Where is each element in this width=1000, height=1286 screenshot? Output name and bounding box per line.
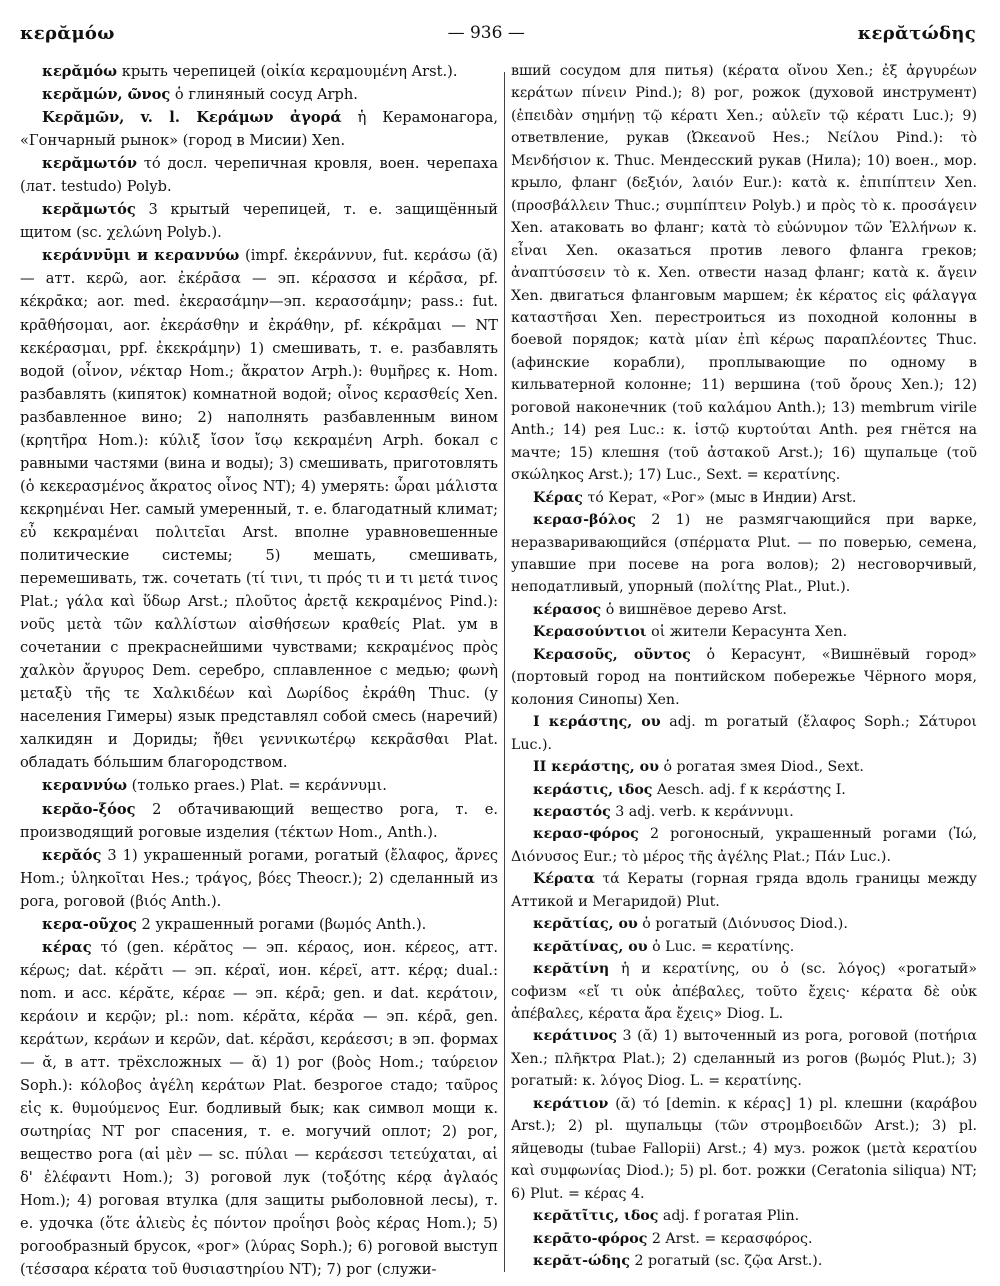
entry-definition: ὁ рогатая змея Diod., Sext. xyxy=(658,759,864,776)
dictionary-entry xyxy=(20,798,498,844)
entry-definition: οἱ жители Керасунта Xen. xyxy=(646,624,848,641)
entry-headword: κεράτιον xyxy=(533,1095,609,1112)
dictionary-entry xyxy=(511,756,977,778)
dictionary-entry xyxy=(20,106,498,152)
dictionary-entry xyxy=(20,913,498,936)
entry-headword: κερᾰτίνη xyxy=(533,961,610,978)
entry-definition: (impf. ἐκεράννυν, fut. κεράσω (ᾰ) — атт. κερῶ, aor. ἐκέρᾱσα — эп. κέρασσα и κέρᾱσα, pf. κέκρᾱκα; aor. med. ἐκερασάμην—эп. κερασσάμην; pass.: fut. κρᾱθήσομαι, aor. ἐκεράσθην и ἐκράθην, pf. κέκρᾱμαι — NT κεκέρασμαι, ppf. ἐκεκράμην) 1) смешивать, т. е. разбавлять водой (οἶνον, νέκταρ Hom.; ἄκρατον Arph.): θυμῆρες κ. Hom. разбавлять (кипяток) комнатной водой; οἶνος κερασθείς Xen. разбавленное вино; 2) наполнять разбавленным вином (κρητῆρα Hom.): κύλιξ ἴσον ἴσῳ κεκραμένη Arph. бокал с равными частями (вина и воды); 3) смешивать, приготовлять (ὁ κεκερασμένος ἄκρατος οἶνος NT); 4) умерять: ὧραι μάλιστα κεκρημέναι Her. самый умеренный, т. е. благодатный климат; εὖ κεκραμέναι πολιτεῖαι Arst. вполне уравновешенные политические системы; 5) мешать, смешивать, перемешивать, тж. сочетать (τί τινι, τι πρός τι и τι μετά τινος Plat.; γάλα καὶ ὕδωρ Arst.; πλοῦτος ἀρετᾷ κεκραμένος Pind.): νοῦς μετὰ τῶν καλλίστων αἰσθήσεων κραθείς Plat. ум в сочетании с прекраснейшими чувствами; κεκραμένος πρὸς χαλκὸν ἄργυρος Dem. серебро, сплавленное с медью; φωνὴ μεταξὺ τῆς τε Χαλκιδέων καὶ Δωρίδος ἐκράθη Thuc. (у населения Гимеры) язык представлял собой смесь (наречий) халкидян и Дориды; ἤθει γεννικωτέρῳ κεκρᾶσθαι Plat. обладать бо́льшим благородством. xyxy=(20,247,498,772)
entry-headword: II κεράστης, ου xyxy=(533,759,659,776)
entry-headword: κέρασος xyxy=(533,601,602,618)
entry-definition: τό Керат, «Рог» (мыс в Индии) Arst. xyxy=(582,489,857,506)
dictionary-entry xyxy=(511,913,977,935)
dictionary-entry xyxy=(511,1093,977,1205)
entry-headword: κεραννύω xyxy=(42,777,128,795)
entry-definition: 3 (ᾰ) 1) выточенный из рога, роговой (ποτήρια Xen.; πλῆκτρα Plat.); 2) сделанный из рогов (βωμός Plut.); 3) рогатый: κ. λόγος Diog. L. = κερατίνης. xyxy=(511,1028,977,1090)
dictionary-entry xyxy=(511,958,977,1025)
entry-headword: κερᾰμόω xyxy=(42,63,118,80)
entry-definition: 2 украшенный рогами (βωμός Anth.). xyxy=(136,915,427,933)
entry-headword: κερᾰμών, ῶνος xyxy=(42,86,171,104)
dictionary-entry xyxy=(511,711,977,756)
entry-definition: 3 1) украшенный рогами, рогатый (ἔλαφος, ἄρνες Hom.; ὑληκοῖται Hes.; τράγος, βόες Theocr.); 2) сделанный из рога, роговой (βιός Anth.). xyxy=(20,846,498,910)
entry-definition: τό досл. черепичная кровля, воен. черепаха (лат. testudo) Polyb. xyxy=(20,155,498,196)
dictionary-entry xyxy=(20,152,498,198)
entry-definition: крыть черепицей (οἰκία κεραμουμένη Arst.). xyxy=(117,63,458,80)
entry-definition: 2 Arst. = κερασφόρος. xyxy=(647,1230,813,1247)
entry-definition: ὁ вишнёвое дерево Arst. xyxy=(601,601,787,618)
dictionary-entry xyxy=(511,60,977,487)
dictionary-entry xyxy=(511,509,977,599)
left-column xyxy=(20,60,498,1280)
entry-definition: adj. f рогатая Plin. xyxy=(658,1208,800,1225)
page-number: — 936 — xyxy=(447,23,525,43)
entry-headword: κεραστός xyxy=(533,803,611,820)
entry-definition: ἡ и κερατίνης, ου ὁ (sc. λόγος) «рогатый» софизм «εἴ τι οὐκ ἀπέβαλες, τοῦτο ἔχεις· κέρατα δὲ οὐκ ἀπέβαλες, κέρατα ἄρα ἔχεις» Diog. L. xyxy=(511,961,977,1023)
entry-definition: (только praes.) Plat. = κεράννυμι. xyxy=(127,777,387,795)
dictionary-entry xyxy=(511,621,977,643)
entry-definition: ὁ Керасунт, «Вишнёвый город» (портовый город на понтийском побережье Чёрного моря, колония Синопы) Xen. xyxy=(511,646,977,708)
entry-headword: κερασ-φόρος xyxy=(533,826,639,843)
entry-definition: τό (gen. κέρᾰτος — эп. κέραος, ион. κέρεος, атт. κέρως; dat. κέρᾰτι — эп. κέραϊ, ион. κέρεϊ, атт. κέρᾳ; dual.: nom. и acc. κέρᾰτε, κέραε — эп. κέρᾱ; gen. и dat. κεράτοιν, κεράοιν и κερῷν; pl.: nom. κέρᾰτα, κέρᾰα — эп. κέρᾱ, gen. κεράτων, κεράων и κερῶν, dat. κέρᾰσι, κεράεσσι; в эп. формах — ᾰ, в атт. трёхсложных — ᾰ) 1) рог (βοὸς Hom.; ταύρειον Soph.): κόλοβος ἀγέλη κεράτων Plat. безрогое стадо; ταῦρος εἰς κ. θυμούμενος Eur. бодливый бык; как символ мощи κ. σωτηρίας NT рог спасения, т. е. могучий оплот; 2) рог, вещество рога (αἱ μὲν — sc. πύλαι — κεράεσσι τετεύχαται, αἱ δ' ἐλέφαντι Hom.); 3) роговой лук (τοξότης κέρᾳ ἀγλαός Hom.); 4) роговая втулка (для защиты рыболовной лесы), т. е. удочка (ὅτε ἁλιεὺς ἐς πόντον προΐησι βοὸς κέρας Hom.); 5) рогообразный брусок, «рог» (λύρας Soph.); 6) роговой выступ (τέσσαρα κέρατα τοῦ θυσιαστηρίου NT); 7) рог (служи- xyxy=(20,938,498,1279)
entry-headword: Κέρας xyxy=(533,489,583,506)
entry-headword: κερᾰο-ξόος xyxy=(42,800,136,818)
dictionary-entry xyxy=(20,936,498,1280)
entry-definition: 2 рогатый (sc. ζῷα Arst.). xyxy=(629,1253,823,1270)
entry-headword: κερᾰτίας, ου xyxy=(533,916,638,933)
entry-definition: (ᾰ) τό [demin. к κέρας] 1) pl. клешни (καράβου Arst.); 2) pl. щупальцы (τῶν στρομβοειδῶν Arst.); 3) pl. яйцеводы (tubae Fallopii) Arst.; 4) муз. рожок (μετὰ κερατίου καὶ συμφωνίας Diod.); 5) pl. бот. рожки (Ceratonia siliqua) NT; 6) Plut. = κέρας 4. xyxy=(511,1095,977,1202)
page-header xyxy=(20,16,976,50)
entry-definition: 3 adj. verb. к κεράννυμι. xyxy=(610,803,794,820)
dictionary-entry xyxy=(511,779,977,801)
entry-definition: 2 обтачивающий вещество рога, т. е. производящий роговые изделия (τέκτων Hom., Anth.). xyxy=(20,800,498,841)
dictionary-entry xyxy=(511,1205,977,1227)
dictionary-entry xyxy=(511,868,977,913)
entry-headword: κέρας xyxy=(42,938,92,956)
entry-headword: κερᾱτο-φόρος xyxy=(533,1230,648,1247)
dictionary-entry xyxy=(511,823,977,868)
running-headword-right: κερᾰτώδης xyxy=(857,22,976,44)
running-headword-left: κερᾰμόω xyxy=(20,22,115,44)
entry-definition: τά Кераты (горная гряда вдоль границы между Аттикой и Мегаридой) Plut. xyxy=(511,871,977,910)
dictionary-entry xyxy=(511,936,977,958)
entry-headword: I κεράστης, ου xyxy=(533,714,661,731)
entry-headword: κερᾰτ-ώδης xyxy=(533,1253,630,1270)
entry-definition: ἡ Керамонагора, «Гончарный рынок» (город в Мисии) Xen. xyxy=(20,109,498,150)
dictionary-entry xyxy=(20,60,498,83)
dictionary-entry xyxy=(511,1250,977,1272)
entry-headword: κερᾰτῖτις, ιδος xyxy=(533,1208,659,1225)
dictionary-entry xyxy=(20,244,498,774)
entry-headword: κεράννῡμι и κεραννύω xyxy=(42,247,240,265)
entry-headword: Κερασούντιοι xyxy=(533,624,647,641)
right-column xyxy=(511,60,977,1280)
dictionary-entry xyxy=(511,487,977,509)
entry-definition: ὁ глиняный сосуд Arph. xyxy=(170,86,358,104)
dictionary-entry xyxy=(511,1228,977,1250)
entry-headword: Κερασοῦς, οῦντος xyxy=(533,646,691,663)
entry-definition: ὁ Luc. = κερατίνης. xyxy=(647,938,795,955)
entry-headword: Κέρατα xyxy=(533,871,595,888)
dictionary-entry xyxy=(20,83,498,106)
entry-definition: 2 рогоносный, украшенный рогами (Ἰώ, Διόνυσος Eur.; τὸ μέρος τῆς ἀγέλης Plat.; Πάν Luc.). xyxy=(511,826,977,865)
entry-headword: κερᾰμωτός xyxy=(42,201,136,219)
column-divider xyxy=(504,72,505,1272)
entry-headword: κερᾰός xyxy=(42,846,102,864)
entry-definition: ὁ рогатый (Διόνυσος Diod.). xyxy=(637,916,848,933)
dictionary-entry xyxy=(511,801,977,823)
entry-headword: Κερᾰμῶν, v. l. Κεράμων ἀγορά xyxy=(42,109,342,127)
entry-definition: 3 крытый черепицей, т. е. защищённый щитом (sc. χελώνη Polyb.). xyxy=(20,201,498,242)
entry-headword: κερᾰμωτόν xyxy=(42,155,138,173)
entry-headword: κερα-οῦχος xyxy=(42,915,137,933)
entry-definition: 2 1) не размягчающийся при варке, неразваривающийся (σπέρματα Plut. — по поверью, семена, упавшие при посеве на рога волов); 2) несговорчивый, неподатливый, упорный (πολίτης Plat., Plut.). xyxy=(511,512,977,596)
entry-definition: вший сосудом для питья) (κέρατα οἴνου Xen.; ἐξ ἀργυρέων κεράτων πίνειν Pind.); 8) рог, рожок (духовой инструмент) (ἐπειδὰν σημήνῃ τῷ κέρατι Xen.; αὐλεῖν τῷ κέρατι Luc.); 9) ответвление, рукав (Ὠκεανοῦ Hes.; Νείλου Pind.): τὸ Μενδήσιον κ. Thuc. Мендесский рукав (Нила); 10) воен., мор. крыло, фланг (δεξιόν, λαιόν Eur.): κατὰ κ. ἐπιπίπτειν Xen. (προσβάλλειν Thuc.; συμπίπτειν Polyb.) и πρὸς τὸ κ. προσάγειν Xen. атаковать во фланг; κατὰ τὸ εὐώνυμον τῶν Ἑλλήνων κ. εἶναι Xen. оказаться против левого фланга греков; ἀναπτύσσειν τὸ κ. Xen. отвести назад фланг; κατὰ κ. ἄγειν Xen. двигаться фланговым маршем; ἐκ κέρατος εἰς φάλαγγα καταστῆσαι Xen. перестроиться из походной колонны в боевой порядок; κατὰ μίαν ἐπὶ κέρως παραπλέοντες Thuc. (афинские корабли), проплывающие по одному в кильватерной колонне; 11) вершина (τοῦ ὄρους Xen.); 12) роговой наконечник (τοῦ καλάμου Anth.); 13) membrum virile Anth.; 14) рея Luc.: κ. ἱστῷ κυρτούται Anth. рея гнётся на мачте; 15) клешня (τοῦ ἀστακοῦ Arst.); 16) щупальце (τοῦ σκώληκος Arst.); 17) Luc., Sext. = κερατίνης. xyxy=(511,63,977,484)
entry-headword: κεράστις, ιδος xyxy=(533,781,653,798)
entry-headword: κερασ-βόλος xyxy=(533,512,636,529)
entry-definition: Aesch. adj. f к κεράστης I. xyxy=(652,781,846,798)
dictionary-entry xyxy=(20,198,498,244)
entry-headword: κερᾰτίνας, ου xyxy=(533,938,648,955)
dictionary-entry xyxy=(20,774,498,797)
entry-definition: adj. m рогатый (ἔλαφος Soph.; Σάτυροι Luc.). xyxy=(511,714,977,753)
dictionary-entry xyxy=(511,1025,977,1092)
entry-headword: κεράτινος xyxy=(533,1028,617,1045)
dictionary-entry xyxy=(511,644,977,711)
dictionary-entry xyxy=(20,844,498,913)
dictionary-entry xyxy=(511,599,977,621)
